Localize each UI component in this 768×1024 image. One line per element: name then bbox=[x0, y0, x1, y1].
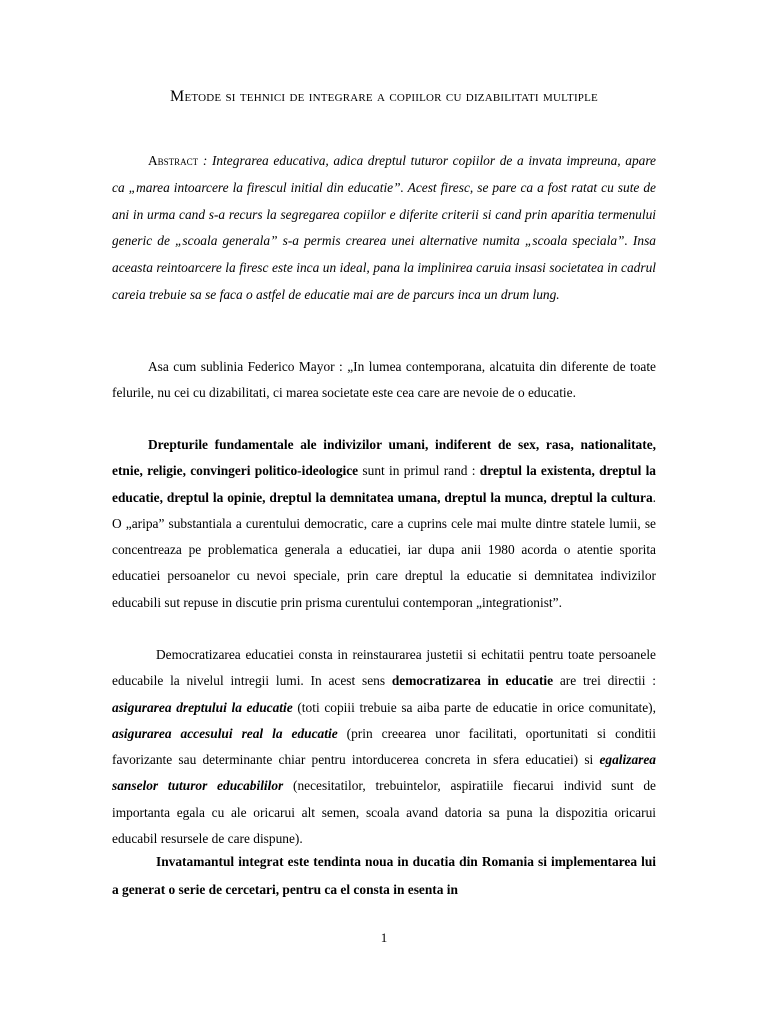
democ-text-2: are trei directii : bbox=[553, 673, 656, 689]
democ-bold-1: democratizarea in educatie bbox=[391, 673, 554, 689]
democ-direction-3: egalizarea sanselor tuturor educabililor bbox=[112, 752, 656, 794]
democ-direction-2: asigurarea accesului real la educatie bbox=[112, 725, 338, 741]
paragraph-democratization bbox=[112, 642, 656, 852]
paragraph-fundamental-rights bbox=[112, 432, 656, 616]
paragraph-mayor-quote: Asa cum sublinia Federico Mayor : „In lumea contemporana, alcatuita din diferente de toate felurile, nu cei cu dizabilitati, ci marea societate este cea care are nevoie de o educatie. bbox=[112, 359, 656, 400]
rights-text-2: . O „aripa” substantiala a curentului democratic, care a cuprins cele mai multe dintre statele lumii, se concentreaza pe problematica generala a educatiei, iar dupa anii 1980 acorda o atentie sporita educatiei persoanelor cu nevoi speciale, prin care dreptul la educatie si demnitatea indivizilor educabili sut repuse in discutie prin prisma curentului contemporan „integrationist”. bbox=[112, 489, 656, 610]
paragraph-integrated-education: Invatamantul integrat este tendinta noua in ducatia din Romania si implementarea lui a generat o serie de cercetari, pentru ca el consta in esenta in bbox=[112, 854, 656, 897]
democ-text-3: (toti copiii trebuie sa aiba parte de educatie in orice comunitate), bbox=[292, 699, 656, 715]
democ-direction-1: asigurarea dreptului la educatie bbox=[112, 699, 293, 715]
democ-text-1: Democratizarea educatiei consta in reinstaurarea justetii si echitatii pentru toate persoanele educabile la nivelul intregii lumi. In acest sens bbox=[112, 647, 656, 689]
abstract-text: Integrarea educativa, adica dreptul tuturor copiilor de a invata impreuna, apare ca „marea intoarcere la firescul initial din educatie”. Acest firesc, se pare ca a fost ratat cu sute de ani in urma cand s-a recurs la segregarea copiilor e diferite criterii si cand prin aparitia termenului generic de „scoala generala” s-a permis crearea unei alternative numita „scoala speciala”. Insa aceasta reintoarcere la firesc este inca un ideal, pana la implinirea caruia insasi societatea in cadrul careia trebuie sa se faca o astfel de educatie mai are de parcurs inca un drum lung. bbox=[112, 153, 657, 302]
democ-text-4: (prin creearea unor facilitati, oportunitati si conditii favorizante sau determinante chiar pentru intorducerea concreta in sfera educatiei) si bbox=[112, 725, 656, 768]
rights-bold-list: dreptul la existenta, dreptul la educatie, dreptul la opinie, dreptul la demnitatea umana, dreptul la munca, dreptul la cultura bbox=[112, 463, 656, 505]
rights-bold-intro: Drepturile fundamentale ale indivizilor umani, indiferent de sex, rasa, nationalitate, etnie, religie, convingeri politico-ideologice bbox=[112, 437, 656, 479]
abstract-label: Abstract bbox=[148, 153, 199, 168]
abstract-separator: : bbox=[198, 153, 212, 168]
document-title: Metode si tehnici de integrare a copiilor cu dizabilitati multiple bbox=[170, 88, 598, 105]
page-number: 1 bbox=[380, 930, 388, 945]
abstract-paragraph bbox=[112, 148, 656, 309]
democ-text-5: (necesitatilor, trebuintelor, aspiratiile fiecarui individ sunt de importanta egala cu ale oricarui alt semen, scoala avand datoria sa puna la dispozitia oricarui educabil resursele de care dispune). bbox=[112, 778, 656, 847]
rights-text-1: sunt in primul rand : bbox=[358, 463, 480, 479]
